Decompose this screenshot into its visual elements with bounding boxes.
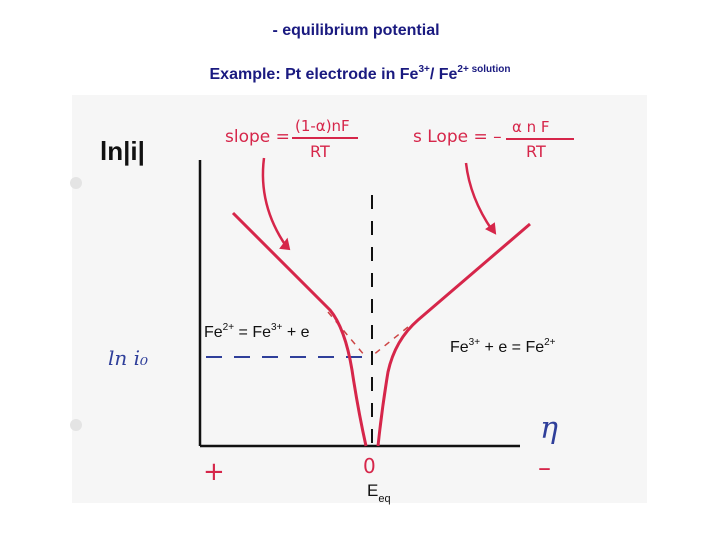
left-slope-numerator: (1-α)nF: [295, 117, 350, 135]
right-slope-denominator: RT: [526, 142, 546, 161]
title-solution-text: solution: [468, 64, 511, 75]
x-axis-label: η: [540, 411, 558, 446]
paper-background: [72, 95, 647, 503]
title-sup-1: 3+: [418, 64, 430, 75]
eeq-label: $E_{eq}$: [367, 481, 391, 505]
right-reaction: $Fe^{3+} + e = Fe^{2+}$: [450, 337, 556, 356]
title-example-text: Example: Pt electrode in Fe: [209, 66, 419, 83]
right-slope-numerator: α n F: [512, 118, 550, 136]
origin-label: 0: [363, 454, 376, 478]
left-slope-label: slope =: [225, 127, 290, 147]
negative-sign: –: [538, 453, 551, 483]
paper-hole-bottom: [70, 419, 82, 431]
title-sup-2: 2+: [457, 64, 469, 75]
positive-sign: +: [203, 457, 225, 487]
right-slope-label: s Lope = –: [413, 127, 502, 147]
i0-label: ln i₀: [108, 346, 149, 370]
left-slope-denominator: RT: [310, 142, 330, 161]
paper-hole-top: [70, 177, 82, 189]
left-reaction: $Fe^{2+} = Fe^{3+} + e$: [204, 322, 310, 341]
title-text-1: - equilibrium potential: [272, 22, 440, 39]
title-mid-text: / Fe: [429, 66, 458, 83]
y-axis-label: ln|i|: [100, 136, 145, 166]
